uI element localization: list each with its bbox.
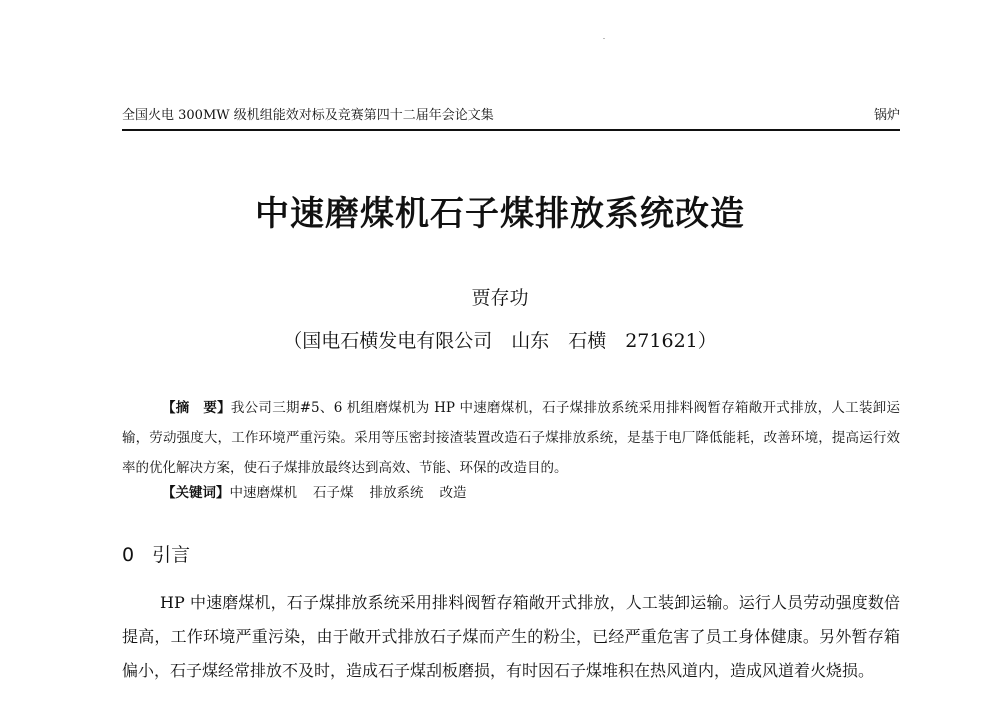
running-header xyxy=(122,103,900,131)
keyword: 改造 xyxy=(439,485,467,501)
section-title: 引言 xyxy=(152,544,191,566)
abstract-label: 【摘 要】 xyxy=(162,400,231,416)
abstract xyxy=(122,393,900,483)
section-heading xyxy=(122,540,190,567)
section-number: 0 xyxy=(122,544,135,566)
keyword: 中速磨煤机 xyxy=(229,485,297,501)
header-section: 锅炉 xyxy=(873,108,900,123)
body-paragraph: HP 中速磨煤机，石子煤排放系统采用排料阀暂存箱敞开式排放，人工装卸运输。运行人员劳动强度数倍提高，工作环境严重污染，由于敞开式排放石子煤而产生的粉尘，已经严重危害了员工身体健康。另外暂存箱偏小，石子煤经常排放不及时，造成石子煤刮板磨损，有时因石子煤堆积在热风道内，造成风道着火烧损。 xyxy=(122,593,900,680)
abstract-text: 我公司三期#5、6 机组磨煤机为 HP 中速磨煤机，石子煤排放系统采用排料阀暂存箱敞开式排放，人工装卸运输，劳动强度大，工作环境严重污染。采用等压密封接渣装置改造石子煤排放系统，是基于电厂降低能耗，改善环境，提高运行效率的优化解决方案，使石子煤排放最终达到高效、节能、环保的改造目的。 xyxy=(122,400,901,476)
scan-speck xyxy=(603,38,605,39)
keywords xyxy=(162,482,483,504)
affiliation: （国电石横发电有限公司 山东 石横 271621） xyxy=(283,330,717,352)
author: 贾存功 xyxy=(471,287,529,309)
keyword: 石子煤 xyxy=(313,485,354,501)
header-proceedings-title: 全国火电 300MW 级机组能效对标及竞赛第四十二届年会论文集 xyxy=(122,108,494,123)
keywords-label: 【关键词】 xyxy=(162,485,230,501)
keyword: 排放系统 xyxy=(369,485,424,501)
paper-title: 中速磨煤机石子煤排放系统改造 xyxy=(255,194,745,234)
